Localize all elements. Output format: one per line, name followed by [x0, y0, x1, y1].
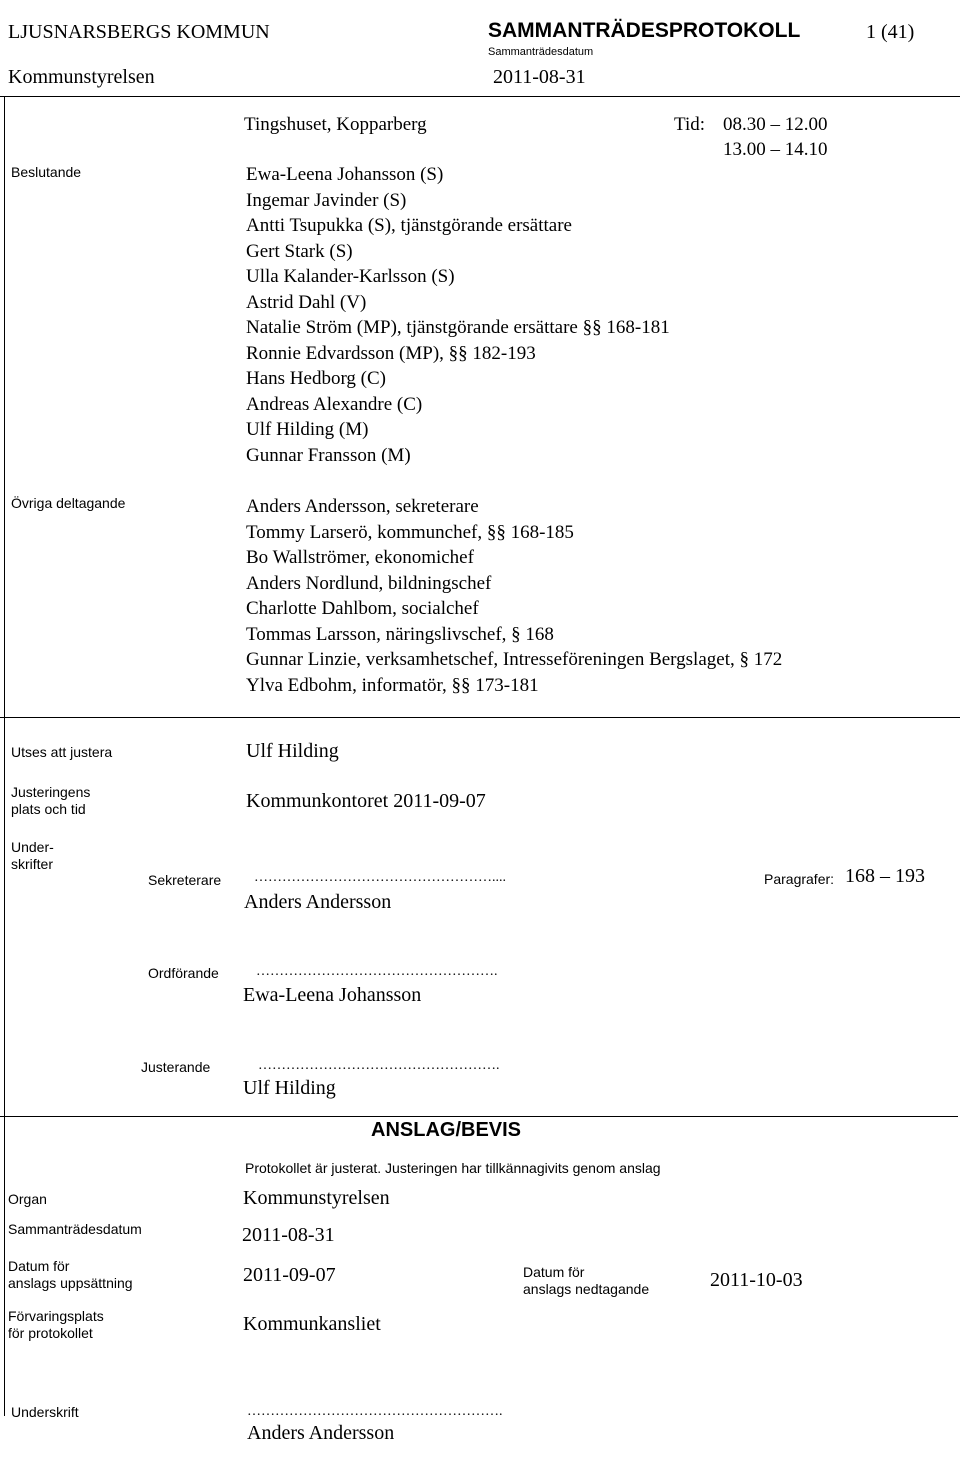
signature-name: Anders Andersson: [247, 1422, 395, 1444]
chair-name: Ewa-Leena Johansson: [243, 984, 422, 1006]
list-item: Ingemar Javinder (S): [246, 189, 407, 211]
list-item: Ylva Edbohm, informatör, §§ 173-181: [246, 674, 539, 696]
list-item: Anders Andersson, sekreterare: [246, 496, 479, 517]
date-label: Sammanträdesdatum: [488, 46, 594, 58]
chair-signature-line: …………………………………………….: [256, 964, 498, 979]
posted-date-label-2: anslags uppsättning: [8, 1275, 133, 1291]
organ-label: Organ: [8, 1191, 47, 1207]
meeting-date-label: Sammanträdesdatum: [8, 1221, 142, 1237]
removed-date-label-2: anslags nedtagande: [523, 1281, 650, 1297]
list-item: Andreas Alexandre (C): [246, 393, 423, 415]
list-item: Tommas Larsson, näringslivschef, § 168: [246, 623, 554, 645]
adjuster-name: Ulf Hilding: [243, 1077, 336, 1099]
list-item: Tommy Larserö, kommunchef, §§ 168-185: [246, 521, 574, 543]
secretary-name: Anders Andersson: [244, 891, 392, 913]
time-first-session: 08.30 – 12.00: [723, 114, 828, 135]
list-item: Astrid Dahl (V): [246, 291, 367, 313]
adjustment-place-value: Kommunkontoret 2011-09-07: [246, 790, 486, 812]
list-item: Ronnie Edvardsson (MP), §§ 182-193: [246, 342, 536, 364]
list-item: Hans Hedborg (C): [246, 368, 387, 389]
secretary-signature-line: ……………………………………………....: [254, 870, 506, 885]
decision-makers-list: [246, 162, 670, 468]
removed-date-value: 2011-10-03: [710, 1269, 803, 1291]
meeting-date: 2011-08-31: [493, 66, 586, 88]
left-border: [4, 96, 5, 1416]
adjustment-place-label-2: plats och tid: [11, 801, 86, 817]
signature-label: Underskrift: [11, 1404, 79, 1420]
storage-value: Kommunkansliet: [243, 1313, 381, 1335]
committee-name: Kommunstyrelsen: [8, 66, 155, 88]
adjuster-label: Justerande: [141, 1059, 211, 1075]
secretary-label: Sekreterare: [148, 872, 222, 888]
list-item: Charlotte Dahlbom, socialchef: [246, 598, 479, 619]
posted-date-value: 2011-09-07: [243, 1264, 336, 1286]
meeting-date-value: 2011-08-31: [242, 1224, 335, 1246]
signatures-label-1: Under-: [11, 839, 54, 855]
other-participants-list: [246, 494, 782, 698]
notice-title: ANSLAG/BEVIS: [371, 1119, 522, 1141]
list-item: Gunnar Fransson (M): [246, 444, 411, 466]
adjustment-place-label-1: Justeringens: [11, 784, 91, 800]
organ-value: Kommunstyrelsen: [243, 1187, 390, 1209]
removed-date-label-1: Datum för: [523, 1264, 585, 1280]
signature-line: ……………………………………………….: [247, 1404, 503, 1419]
list-item: Bo Wallströmer, ekonomichef: [246, 547, 474, 568]
decision-makers-label: Beslutande: [11, 164, 82, 180]
list-item: Anders Nordlund, bildningschef: [246, 572, 492, 594]
list-item: Ulla Kalander-Karlsson (S): [246, 266, 455, 287]
signatures-label-2: skrifter: [11, 856, 53, 872]
municipality-name: LJUSNARSBERGS KOMMUN: [8, 21, 270, 43]
storage-label-2: för protokollet: [8, 1325, 93, 1341]
list-item: Natalie Ström (MP), tjänstgörande ersättare §§ 168-181: [246, 317, 670, 338]
list-item: Ulf Hilding (M): [246, 419, 369, 440]
document-type: SAMMANTRÄDESPROTOKOLL: [488, 19, 801, 42]
time-second-session: 13.00 – 14.10: [723, 139, 828, 160]
notice-divider: [0, 1116, 958, 1117]
header-divider: [0, 96, 960, 97]
list-item: Gert Stark (S): [246, 240, 353, 262]
paragraphs-label: Paragrafer:: [764, 871, 835, 887]
chair-label: Ordförande: [148, 965, 219, 981]
list-item: Gunnar Linzie, verksamhetschef, Intresseföreningen Bergslaget, § 172: [246, 649, 783, 670]
list-item: Antti Tsupukka (S), tjänstgörande ersättare: [246, 215, 572, 236]
posted-date-label-1: Datum för: [8, 1258, 70, 1274]
section-divider: [0, 717, 960, 718]
notice-statement: Protokollet är justerat. Justeringen har tillkännagivits genom anslag: [245, 1160, 661, 1176]
paragraphs-value: 168 – 193: [845, 865, 925, 887]
time-label: Tid:: [674, 114, 705, 135]
appointed-adjuster-label: Utses att justera: [11, 744, 113, 760]
storage-label-1: Förvaringsplats: [8, 1308, 104, 1324]
page-number: 1 (41): [866, 21, 915, 43]
other-participants-label: Övriga deltagande: [11, 495, 126, 511]
list-item: Ewa-Leena Johansson (S): [246, 164, 444, 185]
appointed-adjuster-value: Ulf Hilding: [246, 740, 339, 762]
meeting-place: Tingshuset, Kopparberg: [244, 114, 427, 135]
adjuster-signature-line: …………………………………………….: [258, 1058, 500, 1073]
